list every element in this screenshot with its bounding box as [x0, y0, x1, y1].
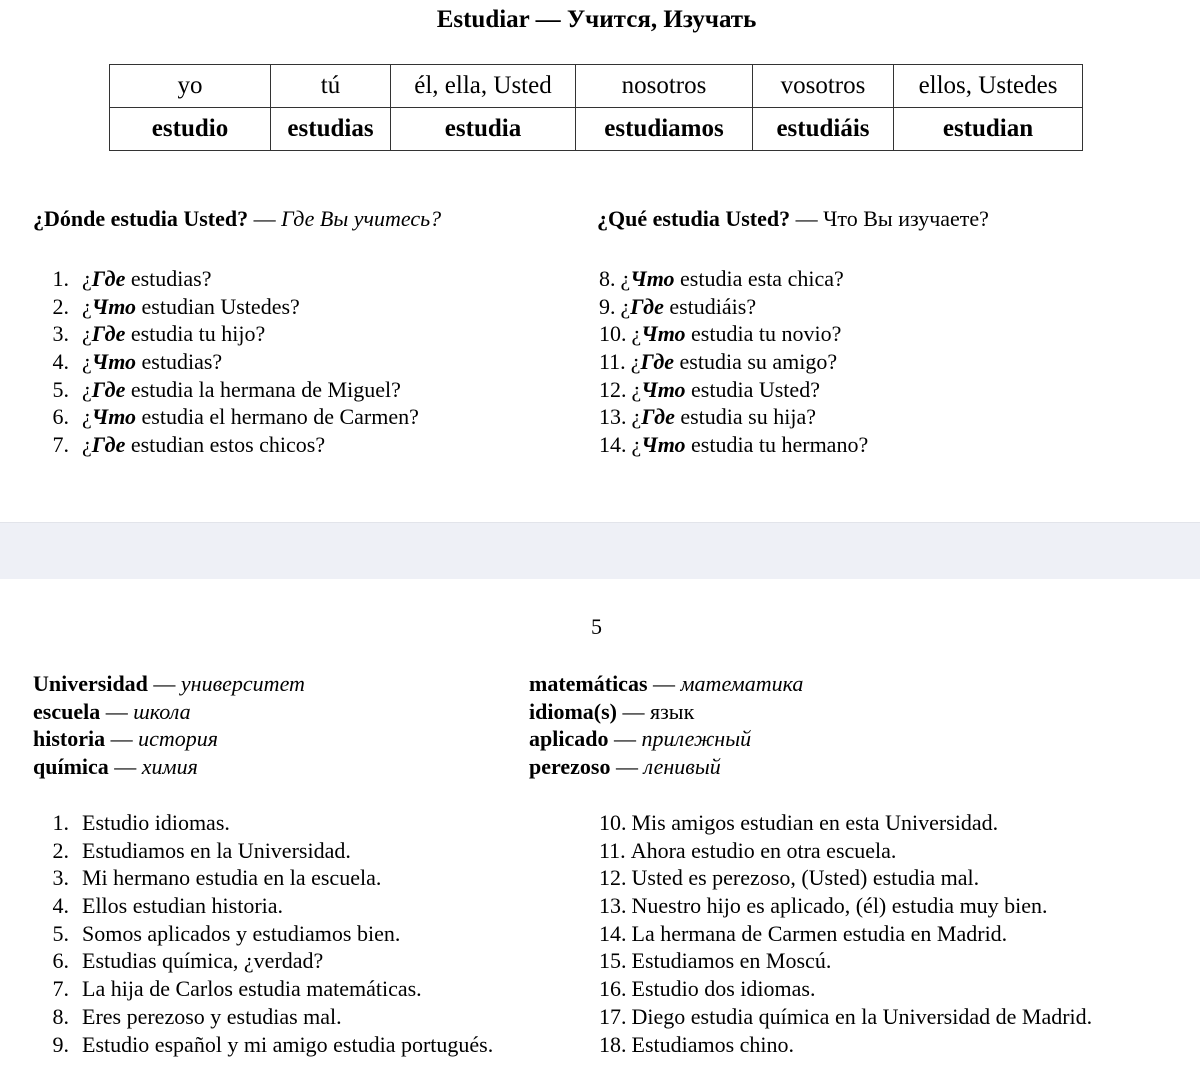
vocab-item: perezoso — ленивый [529, 754, 721, 780]
form-cell: estudian [894, 108, 1083, 151]
page-top [0, 0, 1200, 522]
list-item: 18. Estudiamos chino. [599, 1031, 795, 1057]
heading-separator: — [248, 206, 282, 231]
sentence-list-left [33, 809, 493, 1058]
list-item: 5. ¿Где estudia la hermana de Miguel? [52, 376, 401, 402]
list-item: 9. ¿Где estudiáis? [599, 293, 757, 319]
list-item: 13. Nuestro hijo es aplicado, (él) estudia muy bien. [599, 893, 1048, 919]
list-item: 11. ¿Где estudia su amigo? [599, 349, 838, 375]
question-heading-where [33, 206, 441, 232]
pronoun-row [110, 65, 1083, 108]
list-item: 3. ¿Где estudia tu hijo? [52, 321, 266, 347]
list-item: 7. ¿Где estudian estos chicos? [52, 432, 326, 458]
list-item: 4. Ellos estudian historia. [52, 893, 284, 919]
vocabulary-left [33, 670, 305, 781]
heading-russian: Где Вы учитесь? [281, 206, 442, 231]
list-item: 6. Estudias química, ¿verdad? [52, 948, 324, 974]
list-item: 2. ¿Что estudian Ustedes? [52, 293, 300, 319]
list-item: 9. Estudio español y mi amigo estudia portugués. [52, 1031, 494, 1057]
form-row [110, 108, 1083, 151]
list-item: 17. Diego estudia química en la Universidad de Madrid. [599, 1003, 1093, 1029]
list-item: 3. Mi hermano estudia en la escuela. [52, 865, 382, 891]
list-item: 11. Ahora estudio en otra escuela. [599, 837, 897, 863]
vocab-item: matemáticas — математика [529, 671, 804, 696]
vocab-item: idioma(s) — язык [529, 698, 695, 724]
form-cell: estudiáis [753, 108, 894, 151]
vocabulary-right [529, 670, 803, 781]
list-item: 8. ¿Что estudia esta chica? [599, 266, 844, 291]
vocab-item: aplicado — прилежный [529, 726, 752, 752]
page-gap [0, 522, 1200, 580]
form-cell: estudiamos [576, 108, 753, 151]
form-cell: estudio [110, 108, 271, 151]
question-heading-what [597, 206, 989, 232]
heading-spanish: ¿Dónde estudia Usted? [33, 206, 249, 231]
list-item: 7. La hija de Carlos estudia matemáticas. [52, 976, 422, 1002]
list-item: 10. Mis amigos estudian en esta Universidad. [599, 810, 999, 835]
form-cell: estudias [271, 108, 391, 151]
vocab-item: escuela — школа [33, 698, 191, 724]
vocab-item: química — химия [33, 754, 198, 780]
conjugation-table [109, 64, 1083, 151]
form-cell: estudia [391, 108, 576, 151]
pronoun-cell: vosotros [753, 65, 894, 108]
sentence-list-right [599, 809, 1092, 1058]
list-item: 13. ¿Где estudia su hija? [599, 404, 816, 430]
list-item: 1. Estudio idiomas. [52, 810, 230, 835]
question-list-left [33, 265, 419, 459]
list-item: 15. Estudiamos en Moscú. [599, 948, 832, 974]
list-item: 16. Estudio dos idiomas. [599, 976, 816, 1002]
vocab-item: historia — история [33, 726, 219, 752]
list-item: 6. ¿Что estudia el hermano de Carmen? [52, 404, 419, 430]
pronoun-cell: tú [271, 65, 391, 108]
list-item: 2. Estudiamos en la Universidad. [52, 837, 351, 863]
question-list-right [599, 265, 868, 459]
heading-russian: Что Вы изучаете? [823, 206, 989, 231]
pronoun-cell: él, ella, Usted [391, 65, 576, 108]
page-title: Estudiar — Учится, Изучать [436, 6, 757, 33]
list-item: 12. ¿Что estudia Usted? [599, 376, 820, 402]
list-item: 4. ¿Что estudias? [52, 349, 223, 375]
list-item: 10. ¿Что estudia tu novio? [599, 321, 842, 347]
vocab-item: Universidad — университет [33, 671, 305, 696]
list-item: 5. Somos aplicados y estudiamos bien. [52, 920, 401, 946]
list-item: 14. La hermana de Carmen estudia en Madrid. [599, 920, 1008, 946]
list-item: 1. ¿Где estudias? [52, 266, 212, 291]
list-item: 12. Usted es perezoso, (Usted) estudia mal. [599, 865, 980, 891]
page-number: 5 [591, 614, 602, 639]
pronoun-cell: ellos, Ustedes [894, 65, 1083, 108]
list-item: 8. Eres perezoso y estudias mal. [52, 1003, 342, 1029]
heading-spanish: ¿Qué estudia Usted? [597, 206, 791, 231]
heading-separator: — [790, 206, 824, 231]
pronoun-cell: nosotros [576, 65, 753, 108]
pronoun-cell: yo [110, 65, 271, 108]
list-item: 14. ¿Что estudia tu hermano? [599, 432, 869, 458]
